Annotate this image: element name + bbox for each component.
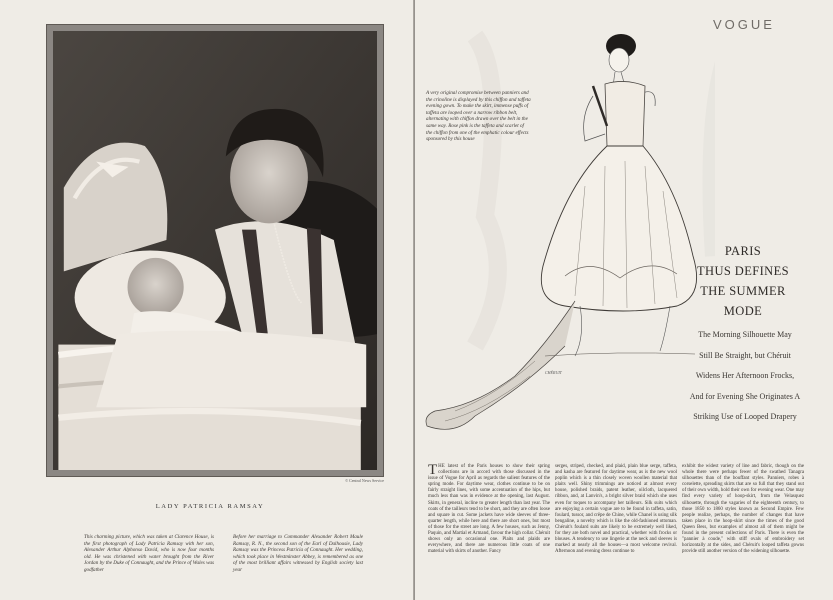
subhead-line: Striking Use of Looped Drapery bbox=[693, 412, 797, 422]
fashion-sketch bbox=[415, 16, 715, 456]
article-column-2: serges, striped, checked, and plaid, plain blue serge, taffeta, and kasha are featured for daytime wear, as is the new wool poplin which is a thin closely woven woollen material that plaits well. Shiny trimmings are noticed at almost every house, polished braids, patent leather, oilcloth, lacquered ribbon, and, at Lanvin's, a bright silver braid which she uses even for toques to accompany her tailleurs. Silk suits which are enjoying a certain vogue are to be found in taffeta, satin, foulard, tussor, and crêpe de Chine, while Chanel is using silk bengaline, a novelty which is like the old-fashioned ottoman. Chéruit's foulard suits are likely to be extremely well liked, for they are both novel and practical, whether with frocks or blouses. A tendency to use lingerie at the neck and sleeves is marked at nearly all the houses—a most welcome revival. Afternoon and evening dress continue to bbox=[555, 464, 677, 555]
subhead-line: Widens Her Afternoon Frocks, bbox=[695, 371, 795, 381]
headline-line: PARIS bbox=[724, 244, 762, 258]
article-column-1 bbox=[428, 464, 550, 555]
caption-column-2: Before her marriage to Commander Alexander Robert Maule Ramsay, R. N., the second son of the Earl of Dalhousie, Lady Ramsay was the Princess Patricia of Connaught. Her wedding, which took place in Westminster Abbey, is remembered as one of the most brilliant affairs witnessed by English society last year bbox=[233, 534, 363, 573]
caption-title: LADY PATRICIA RAMSAY bbox=[155, 503, 265, 510]
sketch-signature: CHÉRUIT bbox=[545, 370, 562, 375]
headline-line: THUS DEFINES bbox=[697, 264, 789, 278]
sketch-caption: A very original compromise between panniers and the crinoline is displayed by this chiffon and taffeta evening gown. To make the skirt, immense puffs of taffeta are looped over a narrow ribbon belt, alternating with chiffon drawn over the belt in the same way. Rose pink is the taffeta and scarlet of the chiffon from one of the emphatic colour effects sponsored by this house bbox=[426, 90, 531, 143]
portrait-photo-image bbox=[53, 31, 377, 470]
article-text: HE latest of the Paris houses to show their spring collections are in accord with those discussed in the issue of Vogue for April as regards the salient features of the spring mode. For daytime wear, clothes continue to be on fairly straight lines, with some accentuation of the hips, but much less than was in evidence at the opening, last August. Skirts, in general, incline to greater length than last year. The coats of the tailleurs tend to be short, and they are often loose and square in cut. Some jackets have wide sleeves of three-quarter length, while here and there are short ones, but most of those for the street are long. A few houses, such as Jenny, Paquin, and Martial et Armand, favour the high collar. Chéruit shows only an occasional one. Plaits and plaids are everywhere, and there are numerous little coats of one material with skirts of another. Fancy bbox=[428, 464, 550, 555]
photo-frame bbox=[46, 24, 384, 477]
article-column-3: exhibit the widest variety of line and fabric, though on the whole there were perhaps fewer of the swathed Tanagra silhouettes than of the bouffant styles. Panniers, robes à corselette, spreading skirts that are so full that they stand out of their own width, hold their own for evening wear. One may find every variety of hoop-skirt, from the Velasquez silhouette, through the vagaries of the eighteenth century, to those 1850 to 1860 styles known as Second Empire. Few people realize, perhaps, the number of changes that have taken place in the hoop-skirt since the times of the good Queen Bess, but examples of almost all of them might be found in the present collections of Paris. There is even the "pannier à coude," with stiff ovals of embroidery set horizontally at the sides, and Chéruit's looped taffeta gowns provide still another version of the widening silhouette. bbox=[682, 464, 804, 555]
portrait-photograph bbox=[53, 31, 377, 470]
headline-line: THE SUMMER bbox=[700, 284, 786, 298]
left-page bbox=[0, 0, 414, 600]
subhead-line: And for Evening She Originates A bbox=[689, 391, 801, 401]
photo-credit: © Central News Service bbox=[345, 478, 384, 483]
subhead-line: The Morning Silhouette May bbox=[698, 330, 792, 339]
right-page bbox=[415, 0, 833, 600]
drop-cap: T bbox=[428, 462, 438, 478]
caption-column-1: This charming picture, which was taken at Clarence House, is the first photograph of Lady Patricia Ramsay with her son, Alexander Arthur Alphonso David, who is now four months old. He was christened with water brought from the River Jordan by the Duke of Connaught, and the Prince of Wales was godfather bbox=[84, 534, 214, 573]
subheadline bbox=[685, 325, 805, 428]
headline-line: MODE bbox=[723, 304, 763, 318]
masthead: VOGUE bbox=[713, 17, 775, 32]
headline bbox=[683, 241, 803, 321]
subhead-line: Still Be Straight, but Chéruit bbox=[699, 350, 791, 360]
fashion-sketch-illustration bbox=[415, 16, 715, 456]
